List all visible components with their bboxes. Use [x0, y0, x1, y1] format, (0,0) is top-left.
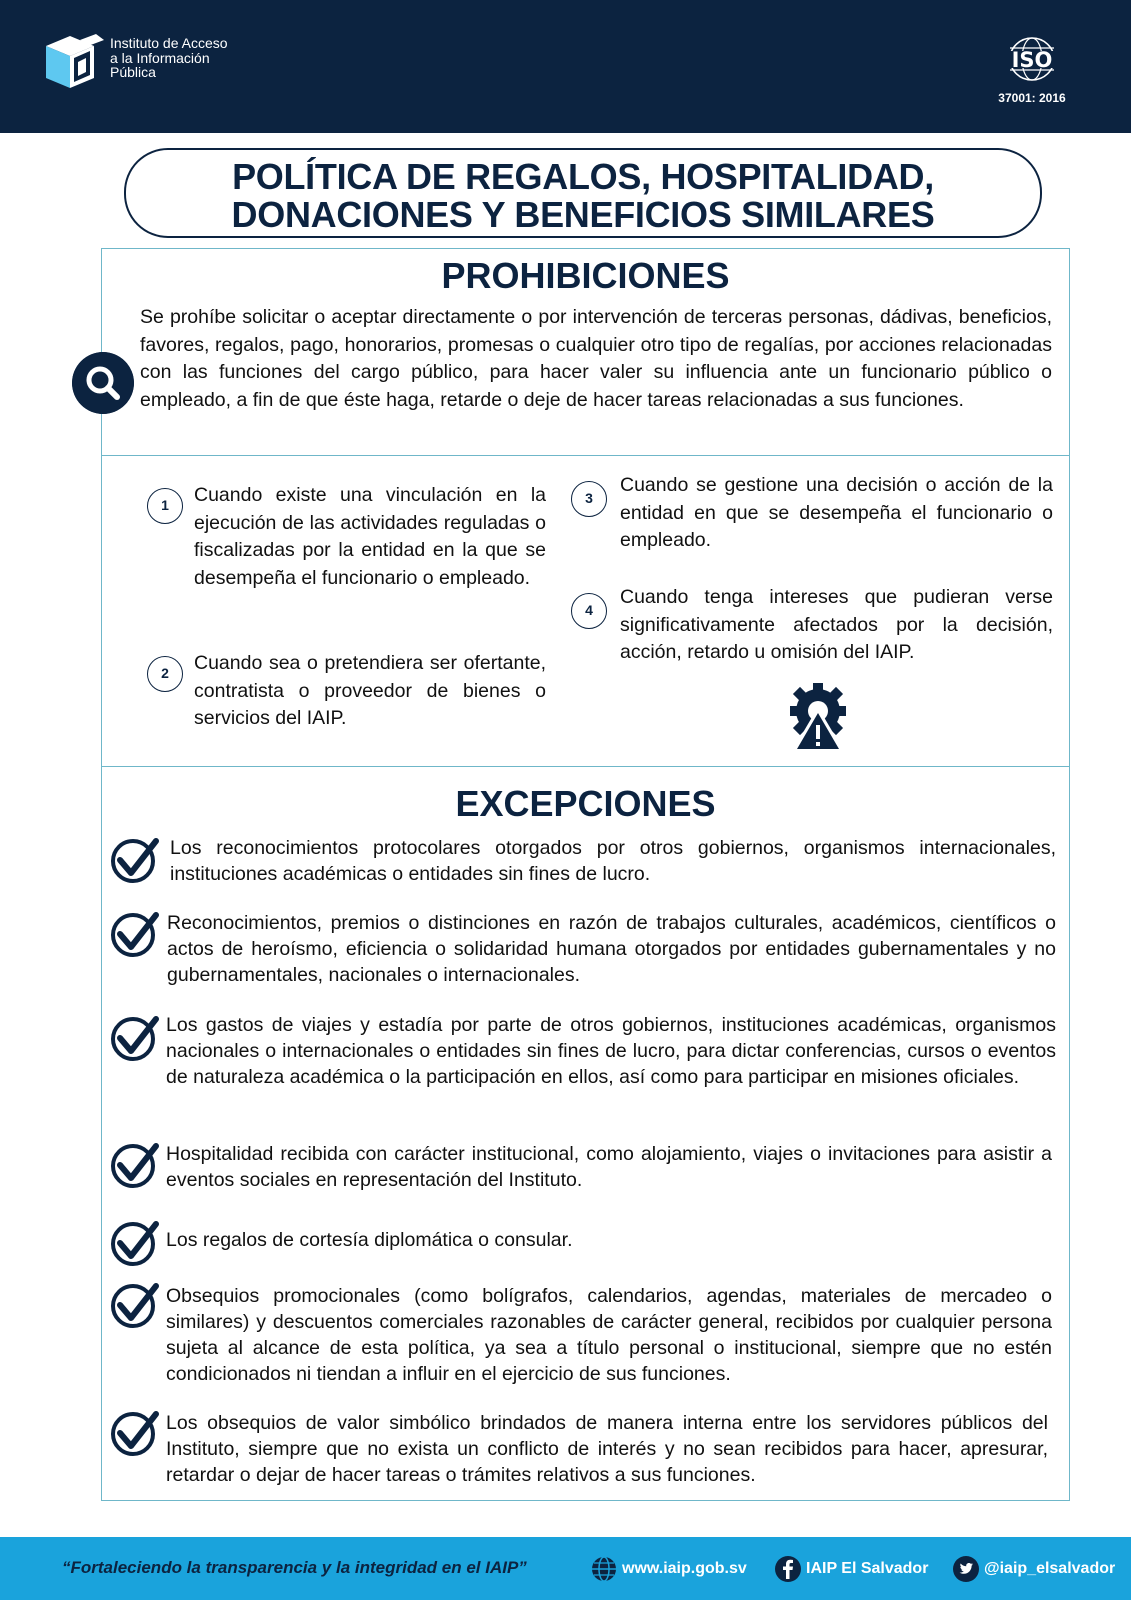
excepcion-item: Los obsequios de valor simbólico brindados de manera interna entre los servidores públicos del Instituto, siempre que no exista un conflicto de interés y no sean recibidos para hacer, apresurar, retardar o dejar de hacer tareas o trámites relativos a sus funciones. [166, 1412, 1048, 1486]
checkmark-icon [110, 1220, 160, 1266]
excepcion-item: Obsequios promocionales (como bolígrafos, calendarios, agendas, materiales de mercadeo o similares) y descuentos comerciales razonables de carácter general, recibidos por cualquier persona sujeta al alcance de esta política, ya sea a título personal o institucional, siempre que no estén condicionados ni tiendan a influir en el ejercicio de sus funciones. [166, 1285, 1052, 1385]
prohibicion-item: Cuando tenga intereses que pudieran verse significativamente afectados por la decisión, acción, retardo u omisión del IAIP. [620, 586, 1053, 663]
iso-mark: ISO [1011, 48, 1053, 72]
page-title [126, 150, 1040, 234]
page-title-line: POLÍTICA DE REGALOS, HOSPITALIDAD, [232, 156, 934, 197]
checkmark-icon [110, 1282, 160, 1328]
iaip-cube-logo-icon [44, 28, 108, 92]
excepcion-item: Los gastos de viajes y estadía por parte de otros gobiernos, instituciones académicas, organismos nacionales o internacionales o entidades sin fines de lucro, para dictar conferencias, cursos o eventos de naturaleza académica o la participación en ellos, así como para participar en misiones oficiales. [166, 1014, 1056, 1088]
divider [101, 455, 1070, 456]
twitter-link[interactable] [952, 1554, 1115, 1584]
org-name-line: Pública [110, 64, 156, 80]
facebook-text: IAIP El Salvador [806, 1560, 929, 1577]
slogan: “Fortaleciendo la transparencia y la integridad en el IAIP” [62, 1558, 527, 1577]
checkmark-icon [110, 1142, 160, 1188]
iso-globe-icon [997, 36, 1067, 82]
header-bar [0, 0, 1131, 133]
prohibicion-item: Cuando sea o pretendiera ser ofertante, contratista o proveedor de bienes o servicios del IAIP. [194, 652, 546, 729]
website-link[interactable] [590, 1554, 747, 1584]
facebook-link[interactable] [774, 1554, 928, 1584]
excepcion-item: Reconocimientos, premios o distinciones en razón de trabajos culturales, académicos, científicos o actos de heroísmo, eficiencia o solidaridad humana otorgados por entidades gubernamentales y no gubernamentales, nacionales o internacionales. [167, 912, 1056, 986]
excepciones-heading: EXCEPCIONES [455, 783, 716, 824]
checkmark-icon [110, 911, 160, 957]
title-box [124, 148, 1042, 238]
excepcion-item: Los regalos de cortesía diplomática o consular. [166, 1229, 573, 1251]
org-name-line: Instituto de Acceso [110, 35, 228, 51]
org-name-line: a la Información [110, 49, 210, 66]
facebook-icon [774, 1555, 802, 1583]
prohibiciones-heading: PROHIBICIONES [441, 255, 730, 296]
prohibicion-item: Cuando existe una vinculación en la ejecución de las actividades reguladas o fiscalizadas por la entidad en la que se desempeña el funcionario o empleado. [194, 484, 546, 589]
website-text: www.iaip.gob.sv [622, 1560, 747, 1577]
excepcion-item: Hospitalidad recibida con carácter institucional, como alojamiento, viajes o invitaciones para asistir a eventos sociales en representación del Instituto. [166, 1143, 1052, 1191]
divider [101, 766, 1070, 767]
gear-warning-icon [787, 681, 849, 755]
checkmark-icon [110, 1015, 160, 1061]
item-number: 1 [147, 488, 183, 524]
iso-badge [992, 36, 1072, 105]
prohibiciones-intro: Se prohíbe solicitar o aceptar directamente o por intervención de terceras personas, dádivas, beneficios, favores, regalos, pago, honorarios, promesas o cualquier otro tipo de regalías, por acciones relacionadas con las funciones del cargo público, para hacer valer su influencia ante un funcionario público o empleado, a fin de que éste haga, retarde o deje de hacer tareas relacionadas a sus funciones. [140, 306, 1052, 411]
item-number: 3 [571, 481, 607, 517]
prohibicion-item: Cuando se gestione una decisión o acción de la entidad en que se desempeña el funcionario o empleado. [620, 474, 1053, 551]
iso-code: 37001: 2016 [998, 91, 1066, 105]
item-number: 4 [571, 593, 607, 629]
checkmark-icon [110, 837, 160, 883]
checkmark-icon [110, 1410, 160, 1456]
item-number: 2 [147, 656, 183, 692]
page-title-line: DONACIONES Y BENEFICIOS SIMILARES [231, 194, 935, 235]
twitter-icon [952, 1555, 980, 1583]
twitter-text: @iaip_elsalvador [984, 1560, 1116, 1577]
excepcion-item: Los reconocimientos protocolares otorgados por otros gobiernos, organismos internacionales, instituciones académicas o entidades sin fines de lucro. [170, 837, 1056, 885]
org-name [110, 36, 228, 80]
globe-icon [590, 1555, 618, 1583]
footer-bar [0, 1537, 1131, 1600]
search-icon [72, 352, 134, 414]
